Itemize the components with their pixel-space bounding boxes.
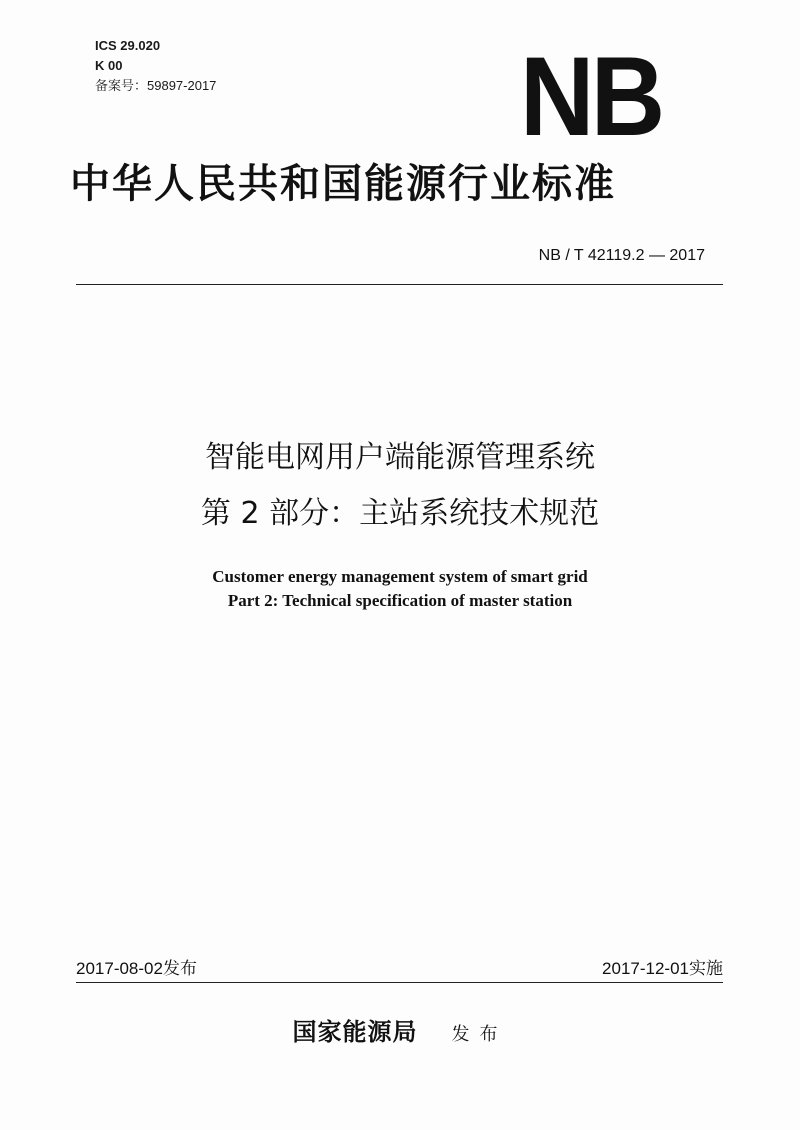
industry-standard-title: 中华人民共和国能源行业标准 xyxy=(70,160,616,207)
nb-logo: NB xyxy=(520,34,662,159)
english-title-line-1: Customer energy management system of smart grid xyxy=(212,567,588,586)
chinese-title-line-2: 第 2 部分：主站系统技术规范 xyxy=(200,496,600,531)
ics-code: ICS 29.020 xyxy=(95,38,161,53)
chinese-title-line-1: 智能电网用户端能源管理系统 xyxy=(205,440,595,475)
issuing-organization: 国家能源局 xyxy=(292,1017,418,1046)
release-label: 发布 xyxy=(451,1024,508,1045)
top-divider xyxy=(76,284,723,285)
implementation-date: 2017-12-01实施 xyxy=(602,959,723,978)
issue-date: 2017-08-02发布 xyxy=(76,959,197,978)
english-title-line-2: Part 2: Technical specification of master station xyxy=(227,591,573,610)
filing-number: 备案号：59897-2017 xyxy=(95,78,217,93)
bottom-divider xyxy=(76,982,723,983)
classification-block xyxy=(95,36,216,96)
standard-number: NB / T 42119.2 — 2017 xyxy=(538,247,705,264)
ccs-code: K 00 xyxy=(95,58,123,73)
issuer-line xyxy=(0,1016,800,1051)
